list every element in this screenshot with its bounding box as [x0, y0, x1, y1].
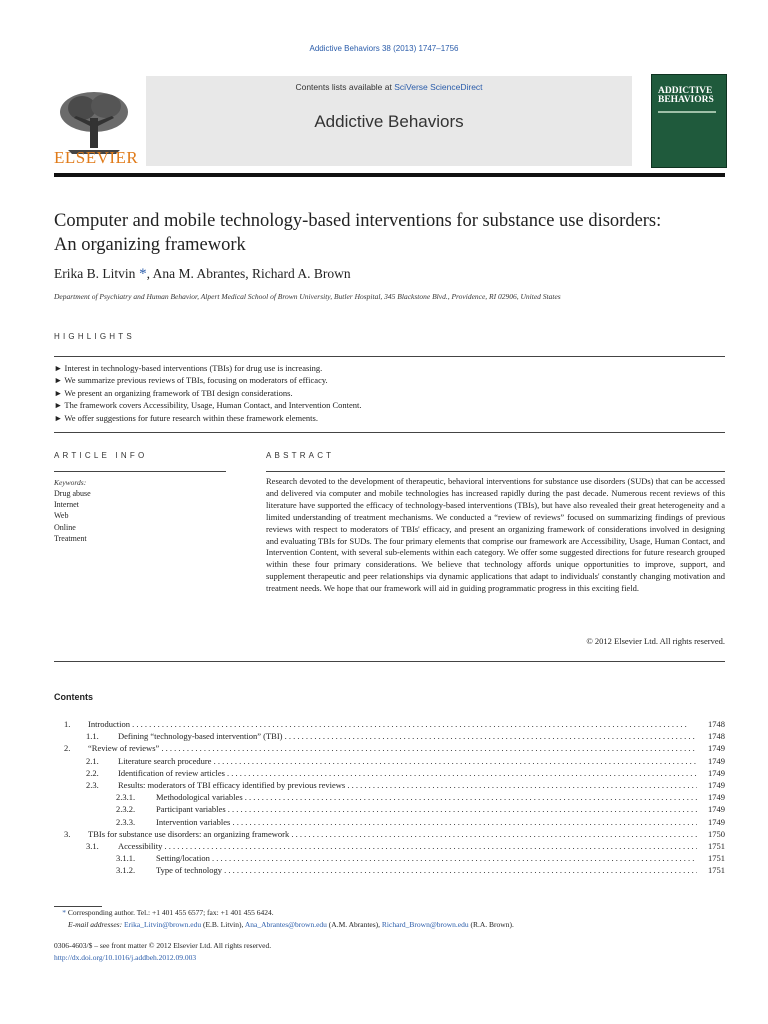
affiliation: Department of Psychiatry and Human Behavior, Alpert Medical School of Brown University, Butler Hospital, 345 Blackstone Blvd., Providence, RI 02906, United States — [54, 292, 561, 301]
doi-link[interactable]: http://dx.doi.org/10.1016/j.addbeh.2012.09.003 — [54, 953, 197, 962]
toc-entry-page: 1751 — [708, 865, 725, 876]
sciencedirect-link[interactable]: SciVerse ScienceDirect — [394, 82, 483, 92]
toc-entry-page: 1749 — [708, 816, 725, 827]
author-name: Erika B. Litvin — [54, 266, 136, 281]
toc-entry[interactable] — [54, 718, 725, 730]
contents-heading: Contents — [54, 692, 93, 702]
journal-banner — [146, 76, 632, 166]
toc-entry-page: 1751 — [708, 840, 725, 851]
cover-title-line2: BEHAVIORS — [658, 95, 714, 105]
email-note: (A.M. Abrantes), — [326, 920, 382, 929]
journal-name: Addictive Behaviors — [314, 112, 464, 131]
header-divider — [54, 173, 725, 177]
highlights-bottom-rule — [54, 432, 725, 433]
toc-entry-title[interactable]: TBIs for substance use disorders: an organizing framework . . . — [88, 828, 697, 840]
journal-cover-thumbnail[interactable] — [651, 74, 727, 168]
toc-entry-title[interactable]: Intervention variables . . . — [156, 816, 697, 828]
keyword-item: Online — [54, 522, 76, 532]
abstract-bottom-rule — [54, 661, 725, 662]
toc-entry-number: 1. — [64, 719, 71, 729]
toc-entry-number: 2. — [64, 743, 71, 754]
contents-availability — [146, 82, 632, 92]
toc-entry-number: 1.1. — [86, 731, 99, 742]
toc-entry-title[interactable]: Type of technology . . . — [156, 864, 697, 876]
keyword-item: Treatment — [54, 533, 87, 543]
toc-entry-number: 3. — [64, 828, 71, 839]
highlights-list — [54, 362, 725, 424]
toc-entry-title[interactable]: Introduction . . . — [88, 718, 697, 730]
abstract-rule — [266, 471, 725, 472]
toc-entry-title[interactable]: Setting/location . . . — [156, 852, 697, 864]
toc-entry-title[interactable]: Literature search procedure . . . — [118, 755, 697, 767]
toc-entry-page: 1748 — [708, 731, 725, 742]
toc-entry-number: 3.1. — [86, 840, 99, 851]
toc-entry-title[interactable]: Identification of review articles . . . — [118, 767, 697, 779]
corresponding-footnote — [54, 908, 725, 917]
cover-title — [658, 87, 714, 105]
highlight-item: ► We present an organizing framework of TBI design considerations. — [54, 387, 293, 398]
highlight-item: ► Interest in technology-based interventions (TBIs) for drug use is increasing. — [54, 363, 323, 373]
article-title-line1: Computer and mobile technology-based interventions for substance use disorders: — [54, 211, 662, 231]
publisher-wordmark: ELSEVIER — [54, 148, 139, 167]
article-info-rule — [54, 471, 226, 472]
contents-prefix: Contents lists available at — [295, 82, 395, 92]
toc-entry[interactable] — [54, 852, 725, 864]
coauthor-names: , Ana M. Abrantes, Richard A. Brown — [146, 266, 351, 281]
toc-entry-title[interactable]: Participant variables . . . — [156, 803, 697, 815]
toc-entry-title[interactable]: Accessibility . . . — [118, 840, 697, 852]
toc-entry[interactable] — [54, 767, 725, 779]
abstract-text: Research devoted to the development of therapeutic, behavioral interventions for substance use disorders (SUDs) that can be accessed and delivered via computer and mobile technologies has increased rapidly during the past decade. Numerous recent reviews of this literature have supported the efficacy of technology-based interventions (TBIs), but have also revealed their great heterogeneity and a limited understanding of treatment mechanisms. We conducted a “review of reviews” focused on summarizing findings of previous reviews with respect to moderators of TBIs' efficacy, and present an organizing framework of considerations involved in designing and evaluating TBIs for SUDs. The four primary elements that comprise our framework are Accessibility, Usage, Human Contact, and Intervention Content, with several sub-elements within each category. We offer some suggested directions for future research grouped within these four primary considerations. We believe that technology affords unique opportunities to improve, support, and supplement therapeutic and peer relationships via dynamic applications that adapt to individuals' constantly changing motivation and treatment needs. We hope that our framework will aid in guiding programmatic progress in this exciting field. — [266, 476, 725, 594]
email-link-abrantes[interactable]: Ana_Abrantes@brown.edu — [244, 920, 327, 929]
toc-entry-title[interactable]: Defining “technology-based intervention” (TBI) . . . — [118, 730, 697, 742]
keyword-item: Internet — [54, 500, 79, 510]
toc-entry[interactable] — [54, 730, 725, 742]
email-note: (R.A. Brown). — [468, 920, 514, 929]
table-of-contents — [54, 718, 725, 876]
toc-entry[interactable] — [54, 864, 725, 876]
toc-entry[interactable] — [54, 779, 725, 791]
corresponding-author-link[interactable]: * — [135, 266, 147, 282]
toc-entry-page: 1750 — [708, 828, 725, 839]
toc-entry-page: 1751 — [708, 853, 725, 864]
toc-entry-number: 2.3.2. — [116, 804, 136, 815]
abstract-heading: ABSTRACT — [266, 451, 335, 460]
front-matter: 0306-4603/$ – see front matter © 2012 Elsevier Ltd. All rights reserved. — [54, 941, 272, 950]
toc-entry[interactable] — [54, 755, 725, 767]
email-note: (E.B. Litvin), — [201, 920, 245, 929]
toc-entry-page: 1749 — [708, 779, 725, 790]
toc-entry-page: 1749 — [708, 804, 725, 815]
toc-entry[interactable] — [54, 816, 725, 828]
cover-title-line1: ADDICTIVE — [658, 86, 713, 96]
toc-entry[interactable] — [54, 840, 725, 852]
toc-entry-title[interactable]: Results: moderators of TBI efficacy identified by previous reviews . . . — [118, 779, 697, 791]
footnote-mark: * — [62, 908, 66, 917]
toc-entry-title[interactable]: Methodological variables . . . — [156, 791, 697, 803]
toc-entry-number: 2.1. — [86, 755, 99, 766]
toc-entry-page: 1749 — [708, 767, 725, 778]
corresponding-contact: Corresponding author. Tel.: +1 401 455 6577; fax: +1 401 455 6424. — [67, 908, 274, 917]
email-link-litvin[interactable]: Erika_Litvin@brown.edu — [123, 920, 202, 929]
highlight-item: ► The framework covers Accessibility, Usage, Human Contact, and Intervention Content. — [54, 400, 362, 411]
toc-entry-number: 3.1.1. — [116, 853, 136, 864]
keyword-item: Web — [54, 511, 69, 521]
toc-entry[interactable] — [54, 803, 725, 815]
toc-entry-number: 2.3. — [86, 779, 99, 790]
toc-entry[interactable] — [54, 828, 725, 840]
toc-entry-page: 1748 — [708, 719, 725, 729]
toc-entry-number: 2.3.3. — [116, 816, 136, 827]
author-list — [54, 266, 351, 283]
toc-entry[interactable] — [54, 791, 725, 803]
toc-entry-number: 2.3.1. — [116, 792, 136, 803]
article-title — [54, 209, 734, 257]
keywords-label: Keywords: — [54, 478, 87, 487]
article-title-line2: An organizing framework — [54, 235, 246, 255]
toc-entry-page: 1749 — [708, 792, 725, 803]
toc-entry-title[interactable]: “Review of reviews” . . . — [88, 742, 697, 754]
footnote-rule — [54, 906, 102, 907]
highlights-heading: HIGHLIGHTS — [54, 332, 135, 341]
keyword-item: Drug abuse — [54, 489, 91, 498]
abstract-copyright: © 2012 Elsevier Ltd. All rights reserved. — [586, 636, 725, 646]
toc-entry-page: 1749 — [708, 743, 725, 754]
toc-entry-number: 2.2. — [86, 767, 99, 778]
article-info-heading: ARTICLE INFO — [54, 451, 148, 460]
cover-rule — [658, 111, 716, 113]
toc-entry-number: 3.1.2. — [116, 865, 136, 876]
toc-entry-page: 1749 — [708, 755, 725, 766]
email-footnote — [68, 920, 739, 929]
journal-header — [54, 72, 725, 168]
email-label: E-mail addresses: — [68, 920, 123, 929]
journal-citation-link[interactable]: Addictive Behaviors 38 (2013) 1747–1756 — [309, 44, 459, 53]
highlight-item: ► We offer suggestions for future research within these framework elements. — [54, 412, 318, 423]
toc-entry[interactable] — [54, 742, 725, 754]
email-link-brown[interactable]: Richard_Brown@brown.edu — [381, 920, 469, 929]
keywords-list — [54, 488, 91, 544]
highlights-top-rule — [54, 356, 725, 357]
highlight-item: ► We summarize previous reviews of TBIs, focusing on moderators of efficacy. — [54, 375, 328, 386]
